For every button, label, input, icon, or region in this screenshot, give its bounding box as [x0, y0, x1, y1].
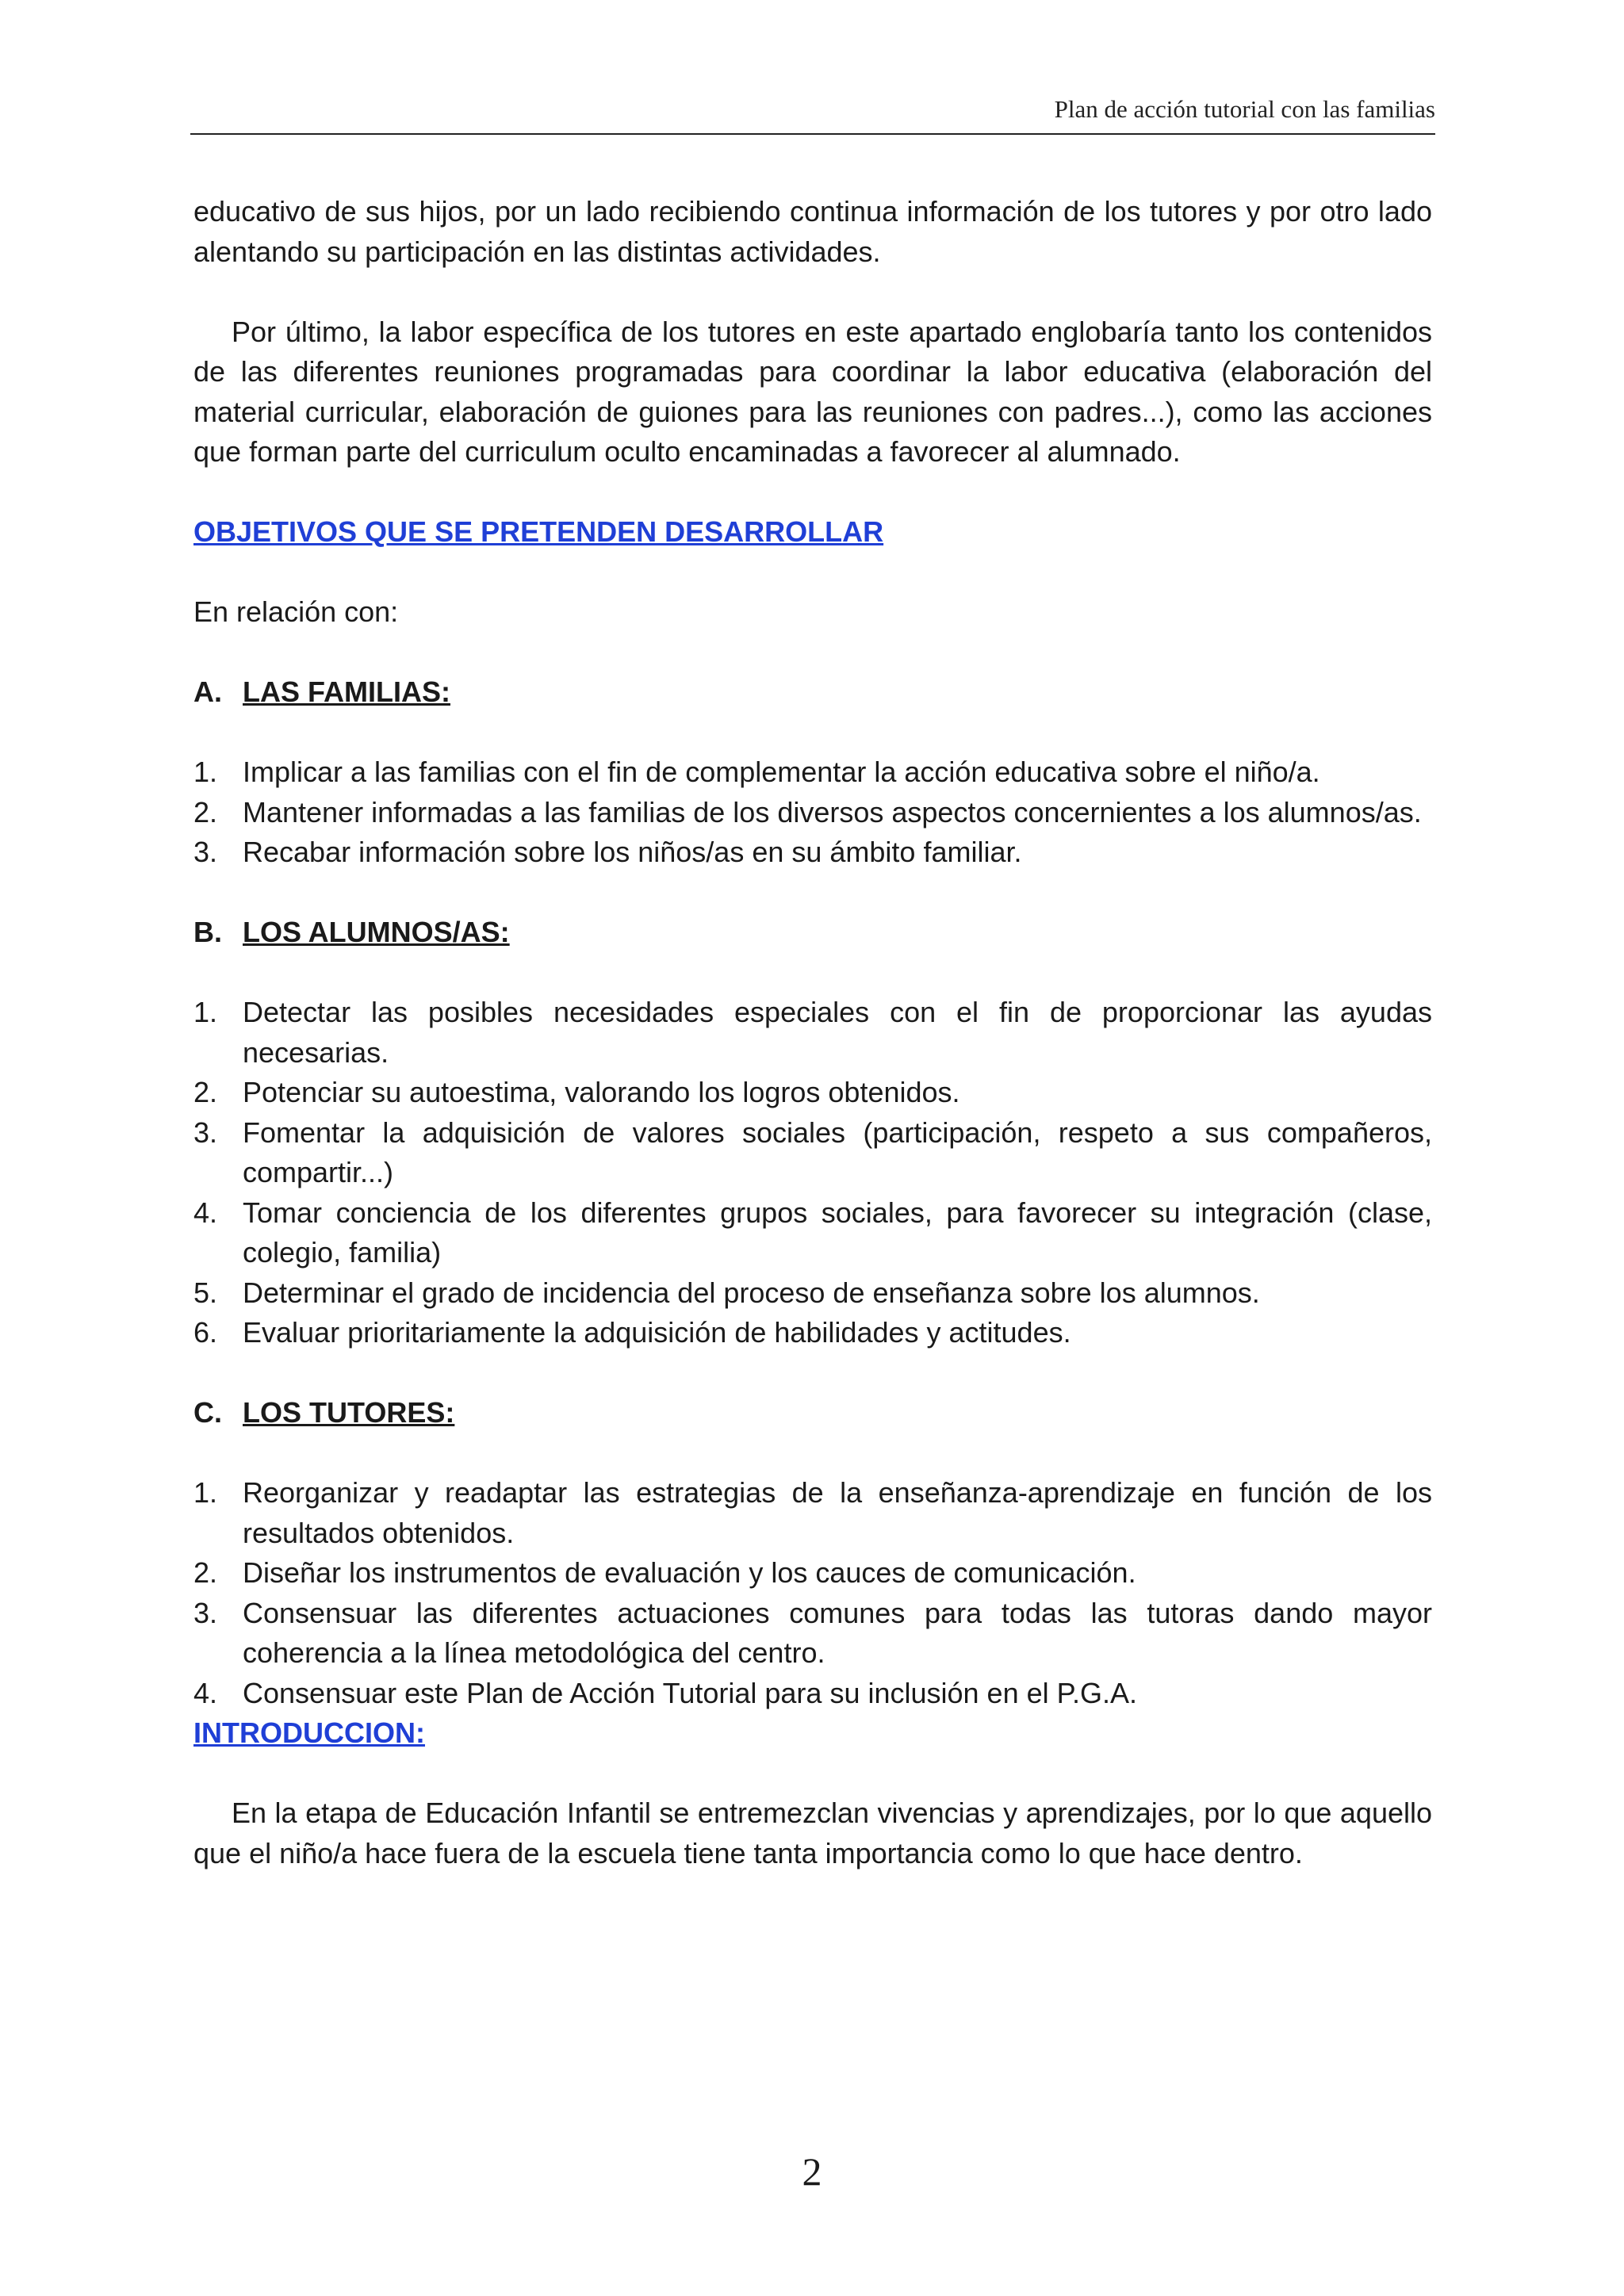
relation-text: En relación con: — [193, 595, 399, 628]
list-text: Consensuar este Plan de Acción Tutorial para su inclusión en el P.G.A. — [243, 1676, 1138, 1709]
list-number: 6. — [193, 1316, 218, 1349]
section-letter: C. — [193, 1396, 222, 1429]
list-number: 2. — [193, 1556, 218, 1589]
spacer — [193, 473, 1432, 513]
introduction-paragraph: En la etapa de Educación Infantil se entremezclan vivencias y aprendizajes, por lo que aquello que el niño/a hace fuera de la escuela tiene tanta importancia como lo que hace dentro. — [193, 1797, 1432, 1869]
spacer — [193, 713, 1432, 753]
list-number: 3. — [193, 836, 218, 868]
list-item — [193, 752, 1432, 793]
spacer — [193, 633, 1432, 673]
spacer — [193, 553, 1432, 593]
list-text: Recabar información sobre los niños/as en su ámbito familiar. — [243, 836, 1022, 868]
spacer — [193, 1754, 1432, 1794]
list-text: Tomar conciencia de los diferentes grupos sociales, para favorecer su integración (clase, colegio, familia) — [243, 1196, 1432, 1269]
list-text: Diseñar los instrumentos de evaluación y los cauces de comunicación. — [243, 1556, 1136, 1589]
spacer — [193, 873, 1432, 913]
list-number: 1. — [193, 756, 218, 788]
objectives-list — [193, 993, 1432, 1353]
objectives-list — [193, 1473, 1432, 1713]
spacer — [193, 1433, 1432, 1474]
list-text: Fomentar la adquisición de valores sociales (participación, respeto a sus compañeros, compartir...) — [243, 1115, 1432, 1188]
list-item — [193, 1313, 1432, 1353]
section-title: LAS FAMILIAS: — [243, 675, 450, 708]
page-content — [193, 192, 1432, 1873]
spacer — [193, 953, 1432, 993]
list-item — [193, 1193, 1432, 1273]
header-title: Plan de acción tutorial con las familias — [1054, 95, 1435, 123]
list-text: Consensuar las diferentes actuaciones comunes para todas las tutoras dando mayor coherencia a la línea metodológica del centro. — [243, 1596, 1432, 1669]
section-letter: B. — [193, 916, 222, 948]
introduction-heading-link[interactable]: INTRODUCCION: — [193, 1716, 425, 1749]
list-number: 4. — [193, 1196, 218, 1229]
closing-paragraph: Por último, la labor específica de los tutores en este apartado englobaría tanto los contenidos de las diferentes reuniones programadas para coordinar la labor educativa (elaboración del material curricular, elaboración de guiones para las reuniones con padres...), como las acciones que forman parte del curriculum oculto encaminadas a favorecer al alumnado. — [193, 315, 1432, 468]
list-text: Evaluar prioritariamente la adquisición de habilidades y actitudes. — [243, 1316, 1071, 1349]
section-families — [193, 672, 1432, 873]
list-number: 4. — [193, 1676, 218, 1709]
list-number: 3. — [193, 1596, 218, 1629]
list-item — [193, 1473, 1432, 1553]
list-item — [193, 1674, 1432, 1714]
intro-continuation-paragraph: educativo de sus hijos, por un lado recibiendo continua información de los tutores y por otro lado alentando su participación en las distintas actividades. — [193, 195, 1432, 268]
list-item — [193, 832, 1432, 873]
list-item — [193, 1113, 1432, 1193]
list-number: 1. — [193, 996, 218, 1028]
list-item — [193, 1273, 1432, 1314]
page-number: 2 — [802, 2149, 822, 2194]
list-text: Determinar el grado de incidencia del proceso de enseñanza sobre los alumnos. — [243, 1276, 1260, 1309]
objectives-list — [193, 752, 1432, 873]
list-text: Reorganizar y readaptar las estrategias de la enseñanza-aprendizaje en función de los resultados obtenidos. — [243, 1476, 1432, 1549]
list-text: Detectar las posibles necesidades especiales con el fin de proporcionar las ayudas necesarias. — [243, 996, 1432, 1069]
list-text: Implicar a las familias con el fin de complementar la acción educativa sobre el niño/a. — [243, 756, 1320, 788]
list-number: 1. — [193, 1476, 218, 1509]
section-heading — [193, 913, 1432, 953]
section-students — [193, 913, 1432, 1353]
list-text: Potenciar su autoestima, valorando los logros obtenidos. — [243, 1076, 960, 1108]
list-item — [193, 1553, 1432, 1594]
objectives-heading-link[interactable]: OBJETIVOS QUE SE PRETENDEN DESARROLLAR — [193, 515, 884, 548]
section-title: LOS ALUMNOS/AS: — [243, 916, 510, 948]
list-item — [193, 793, 1432, 833]
list-number: 5. — [193, 1276, 218, 1309]
list-text: Mantener informadas a las familias de los diversos aspectos concernientes a los alumnos/as. — [243, 795, 1422, 828]
section-heading — [193, 1393, 1432, 1433]
section-letter: A. — [193, 675, 222, 708]
section-tutors — [193, 1393, 1432, 1713]
spacer — [193, 1353, 1432, 1394]
list-number: 3. — [193, 1115, 218, 1149]
list-item — [193, 1073, 1432, 1113]
spacer — [193, 272, 1432, 312]
list-number: 2. — [193, 795, 218, 828]
section-title: LOS TUTORES: — [243, 1396, 455, 1429]
section-heading — [193, 672, 1432, 713]
list-number: 2. — [193, 1076, 218, 1108]
page-header — [190, 95, 1435, 135]
list-item — [193, 993, 1432, 1073]
list-item — [193, 1594, 1432, 1674]
